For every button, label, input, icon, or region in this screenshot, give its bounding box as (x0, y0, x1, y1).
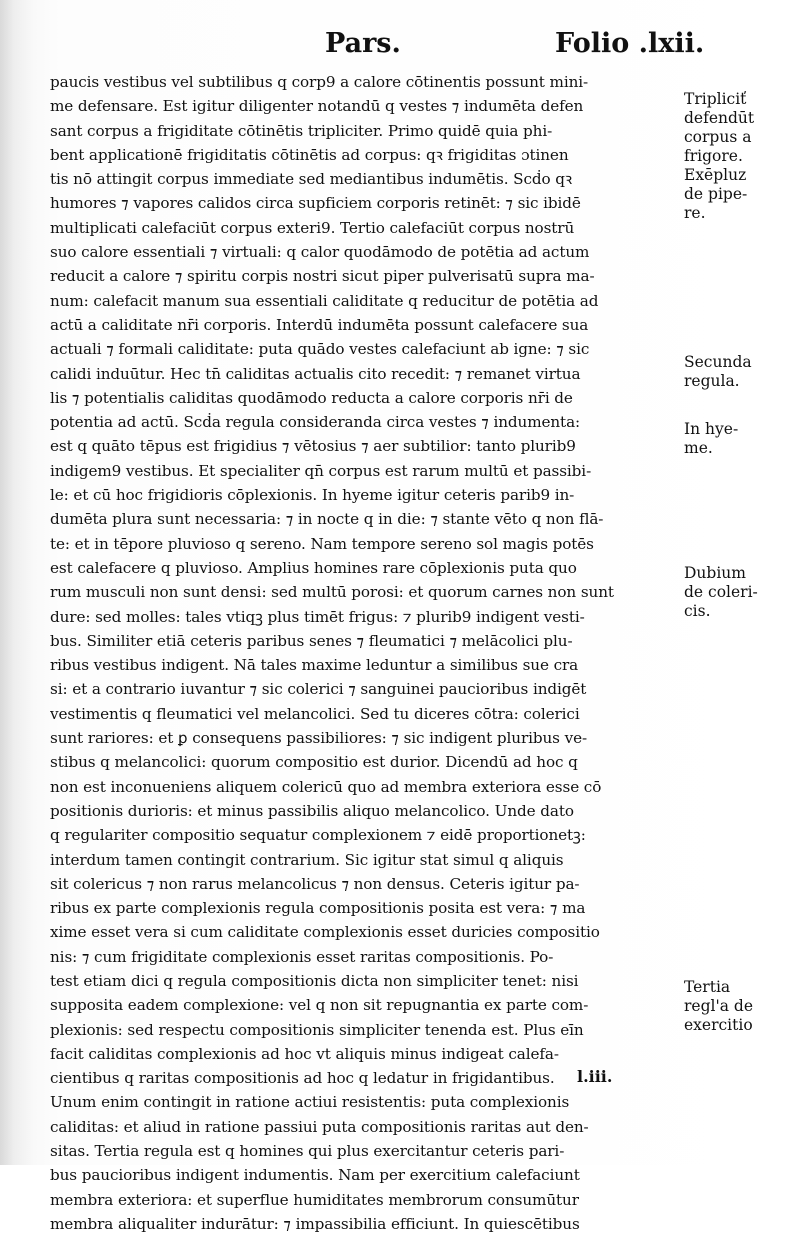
text-line: le: et cū hoc frigidioris cōplexionis. In hyeme igitur ceteris parib9 in- (50, 486, 575, 505)
text-line: bus. Similiter etiā ceteris paribus senes ⁊ fleumatici ⁊ melācolici plu- (50, 631, 573, 650)
margin-note-line: Exēpluz (684, 166, 747, 184)
text-line: sant corpus a frigiditate cōtinētis tripliciter. Primo quidē quia phi- (50, 121, 553, 140)
margin-note-line: de coleri- (684, 583, 758, 601)
text-line: xime esset vera si cum caliditate complexionis esset duricies compositio (50, 923, 600, 942)
text-line: est q quāto tēpus est frigidius ⁊ vētosius ⁊ aer subtilior: tanto plurib9 (50, 437, 576, 456)
text-line: ribus ex parte complexionis regula compositionis posita est vera: ⁊ ma (50, 899, 586, 918)
margin-note-line: Tripliciť (684, 90, 747, 108)
margin-note-line: corpus a (684, 128, 752, 146)
margin-note-in-hyeme (684, 420, 796, 458)
text-line: caliditas: et aliud in ratione passiui puta compositionis raritas aut den- (50, 1117, 589, 1136)
text-line: sitas. Tertia regula est q homines qui plus exercitantur ceteris pari- (50, 1142, 565, 1161)
text-line: bus paucioribus indigent indumentis. Nam per exercitium calefaciunt (50, 1166, 580, 1185)
margin-note-line: Secunda (684, 353, 752, 371)
margin-note-tertia-regula (684, 978, 796, 1035)
margin-note-line: de pipe- (684, 185, 748, 203)
text-line: Unum enim contingit in ratione actiui resistentis: puta complexionis (50, 1093, 570, 1112)
margin-note-secunda-regula (684, 353, 796, 391)
signature-mark: l.iii. (577, 1067, 613, 1086)
text-line: dure: sed molles: tales vtiqꝫ plus timēt frigus: ⁊ plurib9 indigent vesti- (50, 607, 585, 626)
running-header (0, 22, 800, 66)
margin-note-line: exercitio (684, 1016, 753, 1034)
text-line: membra aliqualiter indurātur: ⁊ impassibilia efficiunt. In quiescētibus (50, 1214, 580, 1233)
text-line: num: calefacit manum sua essentiali caliditate q reducitur de potētia ad (50, 291, 599, 310)
margin-note-tripliciter (684, 90, 796, 223)
margin-note-line: In hye- (684, 420, 739, 438)
margin-note-line: Dubium (684, 564, 746, 582)
text-line: est calefacere q pluvioso. Amplius homines rare cōplexionis puta quo (50, 558, 577, 577)
margin-note-line: frigore. (684, 147, 743, 165)
text-line: sunt rariores: et ꝑ consequens passibiliores: ⁊ sic indigent pluribus ve- (50, 729, 587, 748)
text-line: si: et a contrario iuvantur ⁊ sic colerici ⁊ sanguinei paucioribus indigēt (50, 680, 587, 699)
text-line: multiplicati calefaciūt corpus exteri9. Tertio calefaciūt corpus nostrū (50, 218, 575, 237)
text-line: test etiam dici q regula compositionis dicta non simpliciter tenet: nisi (50, 971, 579, 990)
text-line: stibus q melancolici: quorum compositio est durior. Dicendū ad hoc q (50, 753, 578, 772)
margin-note-line: cis. (684, 602, 711, 620)
text-line: vestimentis q fleumatici vel melancolici. Sed tu diceres cōtra: colerici (50, 704, 580, 723)
margin-note-line: me. (684, 439, 713, 457)
text-line: interdum tamen contingit contrarium. Sic igitur stat simul q aliquis (50, 850, 564, 869)
text-line: potentia ad actū. Scḋa regula consideranda circa vestes ⁊ indumenta: (50, 413, 581, 432)
text-line: te: et in tēpore pluvioso q sereno. Nam tempore sereno sol magis potēs (50, 534, 594, 553)
text-line: nis: ⁊ cum frigiditate complexionis esset raritas compositionis. Po- (50, 947, 554, 966)
main-text-column (50, 70, 680, 1236)
text-line: lis ⁊ potentialis caliditas quodāmodo reducta a calore corporis nr̄i de (50, 388, 573, 407)
text-line: non est inconueniens aliquem colericū quo ad membra exteriora esse cō (50, 777, 602, 796)
text-line: q regulariter compositio sequatur complexionem ⁊ eidē proportionetꝫ: (50, 826, 586, 845)
text-line: cientibus q raritas compositionis ad hoc q ledatur in frigidantibus. (50, 1069, 555, 1088)
margin-note-line: re. (684, 204, 706, 222)
text-line: tis nō attingit corpus immediate sed mediantibus indumētis. Scḋo qꝛ (50, 170, 572, 189)
text-line: suo calore essentiali ⁊ virtuali: q calor quodāmodo de potētia ad actum (50, 243, 590, 262)
margin-note-dubium (684, 564, 796, 621)
text-line: positionis durioris: et minus passibilis aliquo melancolico. Unde dato (50, 801, 574, 820)
text-line: ribus vestibus indigent. Nā tales maxime leduntur a similibus sue cra (50, 656, 579, 675)
text-line: reducit a calore ⁊ spiritu corpis nostri sicut piper pulverisatū supra ma- (50, 267, 595, 286)
text-line: rum musculi non sunt densi: sed multū porosi: et quorum carnes non sunt (50, 583, 614, 602)
text-line: membra exteriora: et superflue humiditates membrorum consumūtur (50, 1190, 579, 1209)
text-line: me defensare. Est igitur diligenter notandū q vestes ⁊ indumēta defen (50, 97, 584, 116)
text-line: dumēta plura sunt necessaria: ⁊ in nocte q in die: ⁊ stante vēto q non flā- (50, 510, 604, 529)
text-line: indigem9 vestibus. Et specialiter qn̄ corpus est rarum multū et passibi- (50, 461, 592, 480)
text-line: sit colericus ⁊ non rarus melancolicus ⁊ non densus. Ceteris igitur pa- (50, 874, 580, 893)
margin-note-line: Tertia (684, 978, 731, 996)
text-line: supposita eadem complexione: vel q non sit repugnantia ex parte com- (50, 996, 589, 1015)
text-line: calidi induūtur. Hec tn̄ caliditas actualis cito recedit: ⁊ remanet virtua (50, 364, 581, 383)
text-line: bent applicationē frigiditatis cōtinētis ad corpus: qꝛ frigiditas ɔtinen (50, 145, 569, 164)
text-line: plexionis: sed respectu compositionis simpliciter tenenda est. Plus eīn (50, 1020, 584, 1039)
text-line: actū a caliditate nr̄i corporis. Interdū indumēta possunt calefacere sua (50, 315, 589, 334)
header-folio: Folio .lxii. (555, 28, 705, 59)
text-line: humores ⁊ vapores calidos circa supficiem corporis retinēt: ⁊ sic ibidē (50, 194, 581, 213)
text-line: facit caliditas complexionis ad hoc vt aliquis minus indigeat calefa- (50, 1044, 559, 1063)
margin-note-line: regl'a de (684, 997, 753, 1015)
margin-note-line: defendūt (684, 109, 755, 127)
text-line: paucis vestibus vel subtilibus q corp9 a calore cōtinentis possunt mini- (50, 73, 589, 91)
text-line: actuali ⁊ formali caliditate: puta quādo vestes calefaciunt ab igne: ⁊ sic (50, 340, 590, 359)
header-pars: Pars. (325, 28, 401, 59)
margin-note-line: regula. (684, 372, 740, 390)
